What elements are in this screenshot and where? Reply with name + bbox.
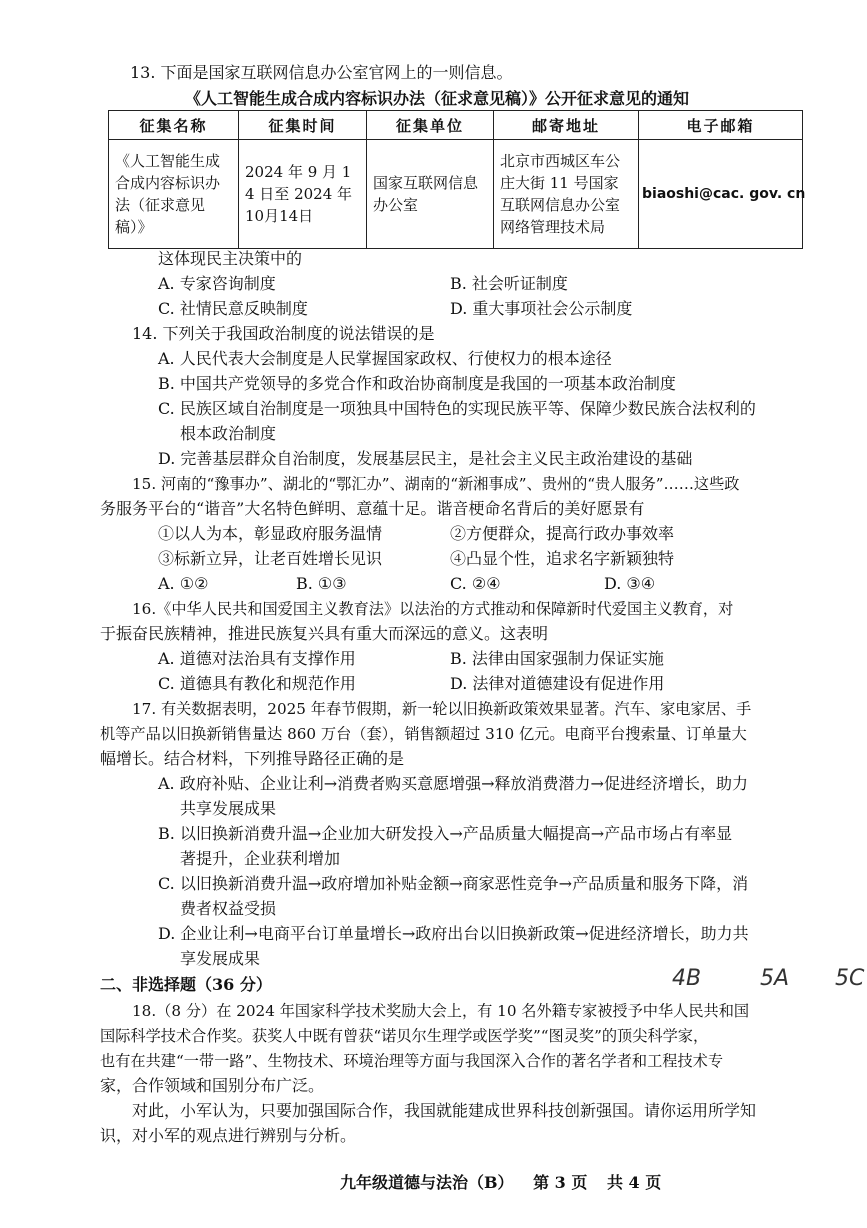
q17-option-d: D. 企业让利→电商平台订单量增长→政府出台以旧换新政策→促进经济增长，助力共: [158, 924, 749, 943]
handwriting-note-1: 4B: [672, 966, 702, 991]
q16-option-c: C. 道德具有教化和规范作用: [158, 674, 356, 693]
q17-option-a: A. 政府补贴、企业让利→消费者购买意愿增强→释放消费潜力→促进经济增长，助力: [158, 774, 748, 793]
notice-table: [108, 110, 806, 249]
q13-stem: 13. 下面是国家互联网信息办公室官网上的一则信息。: [130, 63, 513, 82]
q17-option-c: C. 以旧换新消费升温→政府增加补贴金额→商家恶性竞争→产品质量和服务下降，消: [158, 874, 749, 893]
q17-stem-line2: 机等产品以旧换新销售量达 860 万台（套），销售额超过 310 亿元。电商平台搜索量、订单量大: [100, 725, 747, 743]
q17-option-d-cont: 享发展成果: [180, 949, 261, 968]
notice-table-header-row: [109, 111, 803, 140]
q15-option-c: C. ②④: [450, 574, 501, 593]
q16-stem-line2: 于振奋民族精神，推进民族复兴具有重大而深远的意义。这表明: [100, 624, 549, 643]
q18-line2: 国际科学技术合作奖。获奖人中既有曾获“诺贝尔生理学或医学奖”“图灵奖”的顶尖科学家，: [100, 1027, 709, 1045]
q17-option-b-cont: 著提升，企业获利增加: [180, 849, 341, 868]
q16-option-d: D. 法律对道德建设有促进作用: [450, 674, 665, 693]
page-footer: [340, 1170, 675, 1193]
q18-line4: 家，合作领域和国别分布广泛。: [100, 1076, 325, 1095]
table-cell-unit: 国家互联网信息办公室: [367, 140, 494, 249]
q14-option-a: A. 人民代表大会制度是人民掌握国家政权、行使权力的根本途径: [158, 349, 612, 368]
table-header-time: 征集时间: [239, 111, 367, 140]
q18-line1: 18.（8 分）在 2024 年国家科学技术奖励大会上，有 10 名外籍专家被授予中华人民共和国: [132, 1002, 750, 1020]
q16-stem-line1: 16.《中华人民共和国爱国主义教育法》以法治的方式推动和保障新时代爱国主义教育，对: [132, 600, 734, 618]
q16-option-a: A. 道德对法治具有支撑作用: [158, 649, 356, 668]
q16-option-b: B. 法律由国家强制力保证实施: [450, 649, 664, 668]
q13-option-b: B. 社会听证制度: [450, 274, 568, 293]
table-cell-time: 2024 年 9 月 14 日至 2024 年10月14日: [239, 140, 367, 249]
section-2-title: 二、非选择题（36 分）: [100, 975, 272, 994]
q15-stem-line2: 务服务平台的“谐音”大名特色鲜明、意蕴十足。谐音梗命名背后的美好愿景有: [100, 499, 645, 518]
q17-option-c-cont: 费者权益受损: [180, 899, 277, 918]
q14-option-c-cont: 根本政治制度: [180, 424, 277, 443]
q13-question: 这体现民主决策中的: [158, 249, 303, 268]
q15-item-2: ②方便群众，提高行政办事效率: [450, 524, 675, 543]
q15-option-b: B. ①③: [296, 574, 347, 593]
q18-line3: 也有在共建“一带一路”、生物技术、环境治理等方面与我国深入合作的著名学者和工程技术专: [100, 1052, 724, 1070]
q13-option-c: C. 社情民意反映制度: [158, 299, 308, 318]
table-cell-address: 北京市西城区车公庄大街 11 号国家互联网信息办公室网络管理技术局: [494, 140, 639, 249]
handwriting-note-3: 5C: [835, 966, 865, 991]
q17-option-a-cont: 共享发展成果: [180, 799, 277, 818]
q18-line5: 对此，小军认为，只要加强国际合作，我国就能建成世界科技创新强国。请你运用所学知: [132, 1101, 757, 1120]
table-header-address: 邮寄地址: [494, 111, 639, 140]
footer-total-pages: 共 4 页: [606, 1173, 662, 1192]
q17-stem-line1: 17. 有关数据表明，2025 年春节假期，新一轮以旧换新政策效果显著。汽车、家电家居、手: [132, 700, 752, 718]
q14-option-c: C. 民族区域自治制度是一项独具中国特色的实现民族平等、保障少数民族合法权利的: [158, 399, 756, 418]
table-header-unit: 征集单位: [367, 111, 494, 140]
footer-page-number: 第 3 页: [533, 1173, 588, 1192]
q17-stem-line3: 幅增长。结合材料，下列推导路径正确的是: [100, 749, 405, 768]
table-header-email: 电子邮箱: [639, 111, 803, 140]
q14-stem: 14. 下列关于我国政治制度的说法错误的是: [132, 324, 435, 343]
q15-item-4: ④凸显个性，追求名字新颖独特: [450, 549, 675, 568]
table-cell-email: biaoshi@cac. gov. cn: [639, 140, 803, 249]
q15-stem-line1: 15. 河南的“豫事办”、湖北的“鄂汇办”、湖南的“新湘事成”、贵州的“贵人服务”……这些政: [132, 475, 740, 493]
q14-option-d: D. 完善基层群众自治制度，发展基层民主，是社会主义民主政治建设的基础: [158, 449, 693, 468]
q13-option-d: D. 重大事项社会公示制度: [450, 299, 633, 318]
q15-item-3: ③标新立异，让老百姓增长见识: [158, 549, 383, 568]
table-header-name: 征集名称: [109, 111, 239, 140]
footer-subject: 九年级道德与法治（B）: [340, 1173, 514, 1192]
q15-option-d: D. ③④: [604, 574, 656, 593]
table-cell-name: 《人工智能生成合成内容标识办法（征求意见稿）》: [109, 140, 239, 249]
q13-option-a: A. 专家咨询制度: [158, 274, 276, 293]
notice-table-row: [109, 140, 803, 249]
q17-option-b: B. 以旧换新消费升温→企业加大研发投入→产品质量大幅提高→产品市场占有率显: [158, 824, 733, 843]
q15-item-1: ①以人为本，彰显政府服务温情: [158, 524, 383, 543]
notice-title: 《人工智能生成合成内容标识办法（征求意见稿）》公开征求意见的通知: [185, 89, 690, 108]
q18-line6: 识，对小军的观点进行辨别与分析。: [100, 1126, 357, 1145]
handwriting-note-2: 5A: [760, 966, 790, 991]
q14-option-b: B. 中国共产党领导的多党合作和政治协商制度是我国的一项基本政治制度: [158, 374, 676, 393]
q15-option-a: A. ①②: [158, 574, 209, 593]
